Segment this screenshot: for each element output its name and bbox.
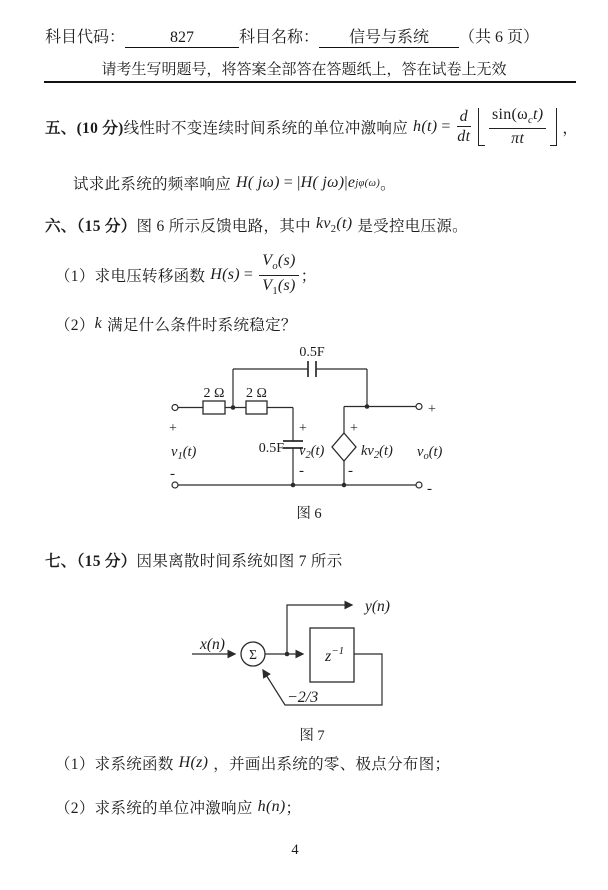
- question-5-intro: 线性时不变连续时间系统的单位冲激响应: [123, 119, 409, 137]
- q7-part2-text: （2）求系统的单位冲激响应: [55, 800, 253, 817]
- question-5-line1: [45, 106, 578, 148]
- figure-6-circuit-diagram: [85, 340, 495, 523]
- math-equals: =: [283, 174, 294, 191]
- math-sub-c: c: [528, 115, 533, 127]
- question-6-intro-post: 是受控电压源。: [357, 218, 468, 235]
- right-bracket: [550, 108, 557, 146]
- resistor-2-label: 2 Ω: [246, 386, 267, 401]
- math-d: d: [457, 108, 471, 128]
- resistor-2: [246, 401, 267, 414]
- resistor-1: [203, 401, 225, 414]
- controlled-voltage-source: [332, 433, 356, 461]
- input-terminal-bottom: [172, 482, 178, 488]
- total-pages-note: （共 6 页）: [459, 29, 540, 46]
- z-inverse-label: $z^{-1}$: [325, 645, 345, 665]
- math-H-z: H(z): [178, 754, 209, 771]
- question-7-intro: 因果离散时间系统如图 7 所示: [136, 553, 343, 570]
- question-6-heading: [45, 214, 468, 236]
- question-7-heading: [45, 549, 343, 571]
- math-sinc-fraction: [489, 106, 546, 148]
- kv2-label: $kv_2(t)$: [361, 443, 393, 461]
- math-t: t): [532, 106, 544, 123]
- math-sin-omega: sin(ω: [491, 106, 528, 123]
- v2-plus-sign: +: [299, 421, 307, 436]
- math-sub-2: 2: [330, 224, 337, 236]
- exam-notice: 请考生写明题号，将答案全部答在答题纸上，答在试卷上无效: [101, 62, 507, 78]
- subject-name-value: 信号与系统: [319, 24, 459, 48]
- math-equals: =: [243, 266, 254, 283]
- math-kv2t: [316, 215, 352, 235]
- period: 。: [380, 176, 396, 193]
- q7-part1-text-post: ，并画出系统的零、极点分布图；: [213, 756, 451, 773]
- math-V: V: [262, 252, 273, 270]
- math-sinc-numerator: [489, 106, 546, 129]
- q6-part2-text: 满足什么条件时系统稳定？: [107, 317, 297, 334]
- comma: ，: [562, 119, 579, 137]
- resistor-1-label: 2 Ω: [203, 386, 225, 401]
- math-sub-1: 1: [272, 285, 278, 297]
- question-6-number: 六、（15 分）: [45, 218, 137, 235]
- question-5-number: 五、(10 分): [45, 119, 124, 137]
- figure-6-caption: 图 6: [296, 506, 322, 522]
- math-vo-s: [259, 252, 298, 275]
- question-5-line2-text: 试求此系统的频率响应: [73, 176, 232, 193]
- feedback-capacitor-label: 0.5F: [299, 345, 325, 360]
- subject-code-label: 科目代码：: [45, 29, 126, 46]
- math-d-dt-fraction: [457, 108, 471, 147]
- q6-part1-text: （1）求电压转移函数: [55, 268, 206, 285]
- v2-label: $v_2(t)$: [299, 443, 325, 461]
- left-bracket: [478, 108, 485, 146]
- kv2-plus-sign: +: [350, 421, 358, 436]
- q5-formula: [413, 106, 578, 148]
- math-h-n: h(n): [257, 798, 286, 815]
- math-kv: kv: [315, 214, 331, 232]
- node-dot: [342, 483, 347, 488]
- v1-label: $v_1(t)$: [171, 444, 197, 462]
- question-7-number: 七、（15 分）: [45, 553, 137, 570]
- output-terminal-bottom: [416, 482, 422, 488]
- v1-minus-sign: -: [170, 466, 175, 482]
- header-divider: [44, 81, 576, 83]
- question-6-part1: [55, 250, 317, 300]
- math-of-t: (t): [336, 214, 353, 232]
- page-header: [45, 24, 585, 48]
- sigma-symbol: Σ: [249, 647, 257, 662]
- shunt-capacitor-label: 0.5F: [258, 441, 284, 456]
- math-vo-v1-fraction: [259, 252, 298, 297]
- input-terminal-top: [172, 405, 178, 411]
- question-6-intro-pre: 图 6 所示反馈电路，其中: [136, 218, 311, 235]
- math-dt: dt: [457, 128, 471, 146]
- feedback-path-arrow: [263, 654, 382, 705]
- math-of-s: (s): [277, 276, 296, 294]
- figure-7-block-diagram: [145, 593, 425, 748]
- node-dot: [231, 405, 236, 410]
- subject-name-label: 科目名称：: [239, 29, 320, 46]
- feedback-gain-label: −2/3: [287, 689, 319, 706]
- question-5-line2: [73, 172, 396, 194]
- node-dot: [291, 483, 296, 488]
- math-equals: =: [441, 117, 451, 135]
- math-pi-t: πt: [511, 130, 525, 148]
- semicolon: ；: [300, 268, 317, 285]
- question-7-part2: [55, 796, 301, 818]
- q7-part1-text-pre: （1）求系统函数: [55, 756, 174, 773]
- math-k: k: [94, 315, 103, 332]
- q5-frequency-response-formula: [236, 172, 396, 194]
- feedback-capacitor: [308, 361, 316, 377]
- math-h-t: h(t): [413, 117, 438, 135]
- abs-bar: |: [344, 174, 348, 191]
- node-dot: [365, 404, 370, 409]
- math-H-jw: H( jω): [300, 174, 345, 191]
- math-v1-s: [262, 276, 295, 298]
- xn-label: x(n): [200, 636, 225, 653]
- v2-minus-sign: -: [299, 463, 304, 479]
- question-6-part2: [55, 313, 297, 335]
- math-sub-o: o: [272, 261, 278, 273]
- vo-minus-sign: -: [427, 481, 432, 497]
- subject-code-value: 827: [125, 29, 239, 48]
- math-V: V: [262, 276, 273, 294]
- v1-plus-sign: +: [169, 421, 177, 436]
- kv2-minus-sign: -: [348, 463, 353, 479]
- q6-part2-index: （2）: [55, 317, 95, 334]
- math-of-s: (s): [277, 252, 296, 270]
- output-terminal-top: [416, 404, 422, 410]
- page-number: 4: [291, 842, 299, 858]
- vo-plus-sign: +: [428, 402, 436, 417]
- q6-transfer-function-formula: [210, 252, 316, 297]
- yn-label: y(n): [365, 598, 390, 615]
- figure-7-caption: 图 7: [299, 728, 325, 744]
- abs-bar: |: [297, 174, 301, 191]
- vo-label: $v_o(t)$: [417, 444, 443, 462]
- math-e: e: [347, 174, 356, 191]
- math-H-s: H(s): [210, 266, 240, 283]
- semicolon: ；: [285, 800, 302, 817]
- math-H-jw: H( jω): [236, 174, 280, 191]
- question-7-part1: [55, 752, 450, 774]
- math-exponent: jφ(ω): [355, 177, 381, 189]
